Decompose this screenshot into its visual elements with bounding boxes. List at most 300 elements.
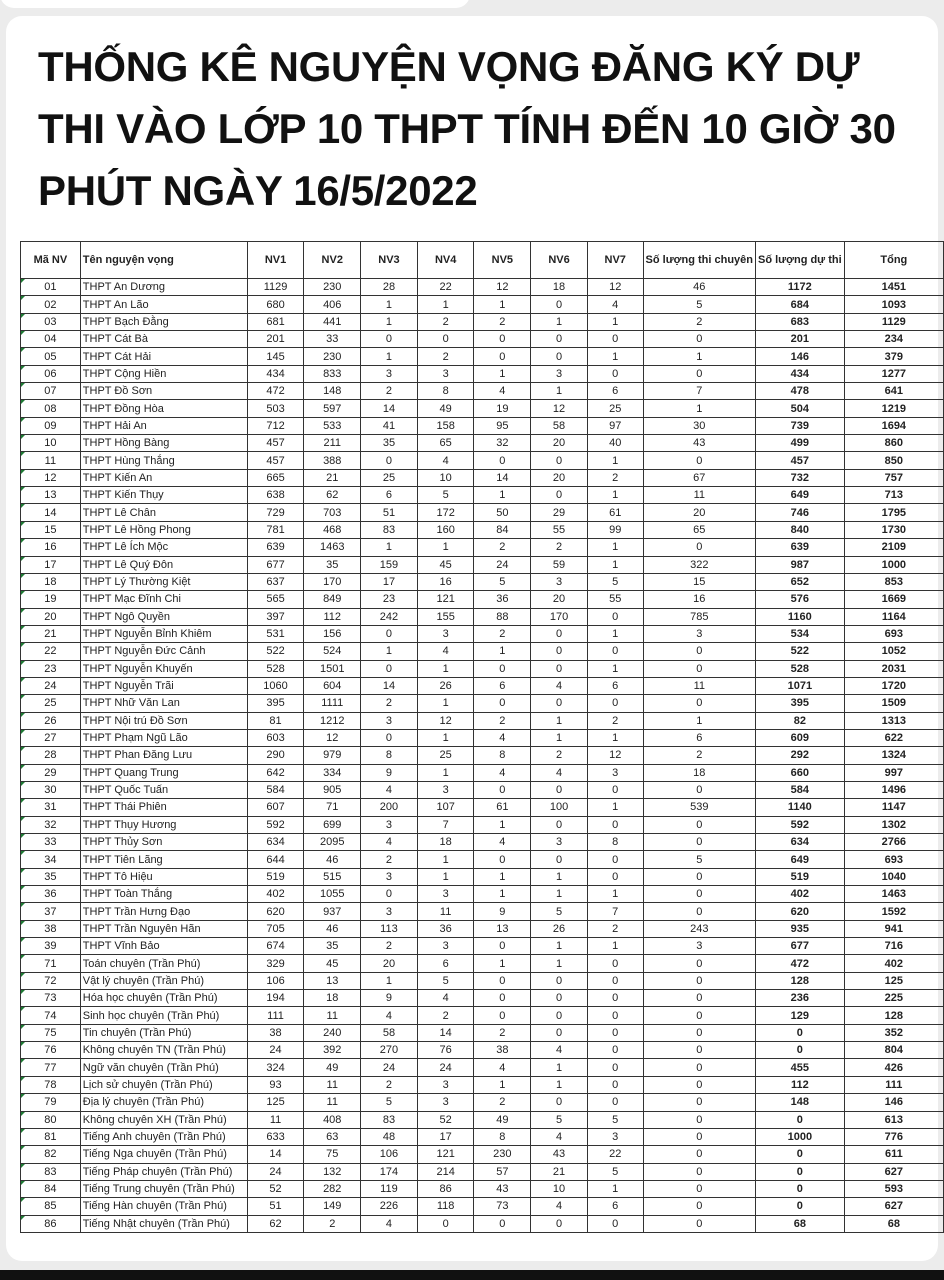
- name-cell: THPT Hồng Bàng: [80, 435, 247, 452]
- value-cell: 1: [474, 886, 531, 903]
- value-cell: 627: [844, 1198, 943, 1215]
- value-cell: 243: [643, 920, 755, 937]
- value-cell: 1160: [756, 608, 845, 625]
- value-cell: 8: [474, 747, 531, 764]
- value-cell: 1795: [844, 504, 943, 521]
- name-cell: Tin chuyên (Trần Phú): [80, 1024, 247, 1041]
- value-cell: 457: [247, 435, 304, 452]
- name-cell: THPT Lý Thường Kiệt: [80, 573, 247, 590]
- table-row: [21, 417, 944, 434]
- value-cell: 1212: [304, 712, 361, 729]
- value-cell: 680: [247, 296, 304, 313]
- value-cell: 0: [643, 1111, 755, 1128]
- table-row: [21, 348, 944, 365]
- code-cell: 27: [21, 729, 81, 746]
- value-cell: 1: [643, 348, 755, 365]
- value-cell: 0: [643, 781, 755, 798]
- value-cell: 7: [587, 903, 643, 920]
- table-row: [21, 383, 944, 400]
- registration-stats-table: [20, 241, 944, 1233]
- value-cell: 14: [247, 1146, 304, 1163]
- value-cell: 230: [304, 279, 361, 296]
- value-cell: 634: [247, 834, 304, 851]
- name-cell: Vật lý chuyên (Trần Phú): [80, 972, 247, 989]
- value-cell: 290: [247, 747, 304, 764]
- value-cell: 0: [531, 1007, 588, 1024]
- value-cell: 5: [417, 972, 474, 989]
- table-row: [21, 1180, 944, 1197]
- name-cell: THPT Thái Phiên: [80, 799, 247, 816]
- value-cell: 0: [531, 695, 588, 712]
- value-cell: 1: [587, 1180, 643, 1197]
- value-cell: 0: [474, 452, 531, 469]
- value-cell: 4: [417, 990, 474, 1007]
- value-cell: 334: [304, 764, 361, 781]
- code-cell: 32: [21, 816, 81, 833]
- value-cell: 170: [531, 608, 588, 625]
- value-cell: 1: [587, 539, 643, 556]
- value-cell: 18: [304, 990, 361, 1007]
- value-cell: 0: [643, 365, 755, 382]
- value-cell: 35: [361, 435, 418, 452]
- code-cell: 05: [21, 348, 81, 365]
- table-row: [21, 625, 944, 642]
- value-cell: 2: [587, 469, 643, 486]
- value-cell: 0: [643, 660, 755, 677]
- value-cell: 14: [417, 1024, 474, 1041]
- name-cell: Địa lý chuyên (Trần Phú): [80, 1094, 247, 1111]
- value-cell: 1: [531, 1059, 588, 1076]
- value-cell: 0: [587, 643, 643, 660]
- name-cell: THPT Nguyễn Khuyến: [80, 660, 247, 677]
- value-cell: 2: [531, 539, 588, 556]
- table-row: [21, 452, 944, 469]
- value-cell: 121: [417, 1146, 474, 1163]
- value-cell: 23: [361, 591, 418, 608]
- value-cell: 0: [643, 868, 755, 885]
- value-cell: 1: [474, 816, 531, 833]
- value-cell: 0: [587, 1215, 643, 1232]
- value-cell: 455: [756, 1059, 845, 1076]
- value-cell: 125: [844, 972, 943, 989]
- code-cell: 86: [21, 1215, 81, 1232]
- value-cell: 1: [643, 400, 755, 417]
- value-cell: 65: [643, 521, 755, 538]
- value-cell: 1: [587, 660, 643, 677]
- name-cell: Sinh học chuyên (Trần Phú): [80, 1007, 247, 1024]
- value-cell: 8: [587, 834, 643, 851]
- value-cell: 32: [474, 435, 531, 452]
- name-cell: THPT Kiến An: [80, 469, 247, 486]
- table-row: [21, 1128, 944, 1145]
- value-cell: 86: [417, 1180, 474, 1197]
- value-cell: 55: [587, 591, 643, 608]
- value-cell: 100: [531, 799, 588, 816]
- value-cell: 1172: [756, 279, 845, 296]
- value-cell: 11: [304, 1076, 361, 1093]
- value-cell: 12: [587, 279, 643, 296]
- value-cell: 0: [531, 625, 588, 642]
- value-cell: 0: [587, 695, 643, 712]
- table-row: [21, 504, 944, 521]
- value-cell: 0: [643, 972, 755, 989]
- name-cell: THPT Toàn Thắng: [80, 886, 247, 903]
- value-cell: 8: [474, 1128, 531, 1145]
- value-cell: 1: [643, 712, 755, 729]
- value-cell: 1: [361, 643, 418, 660]
- value-cell: 36: [474, 591, 531, 608]
- value-cell: 112: [756, 1076, 845, 1093]
- table-row: [21, 886, 944, 903]
- value-cell: 0: [643, 816, 755, 833]
- value-cell: 0: [531, 487, 588, 504]
- value-cell: 584: [247, 781, 304, 798]
- value-cell: 0: [643, 1128, 755, 1145]
- value-cell: 11: [643, 677, 755, 694]
- value-cell: 504: [756, 400, 845, 417]
- value-cell: 0: [643, 1094, 755, 1111]
- value-cell: 16: [643, 591, 755, 608]
- value-cell: 597: [304, 400, 361, 417]
- value-cell: 1: [361, 313, 418, 330]
- value-cell: 214: [417, 1163, 474, 1180]
- value-cell: 712: [247, 417, 304, 434]
- table-row: [21, 521, 944, 538]
- table-row: [21, 816, 944, 833]
- value-cell: 125: [247, 1094, 304, 1111]
- value-cell: 1: [474, 868, 531, 885]
- table-row: [21, 1111, 944, 1128]
- value-cell: 324: [247, 1059, 304, 1076]
- value-cell: 392: [304, 1042, 361, 1059]
- value-cell: 61: [474, 799, 531, 816]
- value-cell: 5: [643, 851, 755, 868]
- name-cell: THPT Quốc Tuấn: [80, 781, 247, 798]
- code-cell: 04: [21, 331, 81, 348]
- value-cell: 0: [643, 1146, 755, 1163]
- value-cell: 0: [756, 1163, 845, 1180]
- table-row: [21, 695, 944, 712]
- value-cell: 30: [643, 417, 755, 434]
- code-cell: 30: [21, 781, 81, 798]
- value-cell: 1: [474, 1076, 531, 1093]
- value-cell: 0: [587, 990, 643, 1007]
- value-cell: 850: [844, 452, 943, 469]
- table-row: [21, 1024, 944, 1041]
- value-cell: 3: [417, 781, 474, 798]
- table-row: [21, 799, 944, 816]
- code-cell: 71: [21, 955, 81, 972]
- code-cell: 80: [21, 1111, 81, 1128]
- value-cell: 1: [531, 712, 588, 729]
- value-cell: 0: [417, 1215, 474, 1232]
- name-cell: THPT Nội trú Đồ Sơn: [80, 712, 247, 729]
- value-cell: 25: [417, 747, 474, 764]
- value-cell: 7: [417, 816, 474, 833]
- value-cell: 1: [474, 643, 531, 660]
- value-cell: 660: [756, 764, 845, 781]
- code-cell: 19: [21, 591, 81, 608]
- page-title: THỐNG KÊ NGUYỆN VỌNG ĐĂNG KÝ DỰ THI VÀO LỚP 10 THPT TÍNH ĐẾN 10 GIỜ 30 PHÚT NGÀY 16/5/2022: [38, 43, 896, 214]
- name-cell: THPT Kiến Thụy: [80, 487, 247, 504]
- value-cell: 528: [756, 660, 845, 677]
- value-cell: 35: [304, 938, 361, 955]
- value-cell: 58: [361, 1024, 418, 1041]
- name-cell: Tiếng Nga chuyên (Trần Phú): [80, 1146, 247, 1163]
- value-cell: 0: [643, 1198, 755, 1215]
- value-cell: 0: [361, 452, 418, 469]
- value-cell: 0: [643, 1007, 755, 1024]
- value-cell: 4: [361, 781, 418, 798]
- value-cell: 12: [304, 729, 361, 746]
- value-cell: 4: [531, 1198, 588, 1215]
- value-cell: 113: [361, 920, 418, 937]
- value-cell: 849: [304, 591, 361, 608]
- value-cell: 0: [587, 868, 643, 885]
- value-cell: 1463: [304, 539, 361, 556]
- code-cell: 12: [21, 469, 81, 486]
- value-cell: 25: [361, 469, 418, 486]
- value-cell: 683: [756, 313, 845, 330]
- name-cell: THPT Thủy Sơn: [80, 834, 247, 851]
- name-cell: Hóa học chuyên (Trần Phú): [80, 990, 247, 1007]
- value-cell: 17: [361, 573, 418, 590]
- table-row: [21, 435, 944, 452]
- value-cell: 12: [531, 400, 588, 417]
- value-cell: 2: [361, 383, 418, 400]
- name-cell: Tiếng Trung chuyên (Trần Phú): [80, 1180, 247, 1197]
- value-cell: 684: [756, 296, 845, 313]
- value-cell: 51: [361, 504, 418, 521]
- value-cell: 1: [587, 348, 643, 365]
- table-row: [21, 556, 944, 573]
- code-cell: 73: [21, 990, 81, 1007]
- value-cell: 1060: [247, 677, 304, 694]
- value-cell: 457: [756, 452, 845, 469]
- code-cell: 17: [21, 556, 81, 573]
- value-cell: 533: [304, 417, 361, 434]
- value-cell: 0: [531, 331, 588, 348]
- name-cell: Không chuyên XH (Trần Phú): [80, 1111, 247, 1128]
- value-cell: 146: [844, 1094, 943, 1111]
- code-cell: 23: [21, 660, 81, 677]
- value-cell: 1: [417, 296, 474, 313]
- value-cell: 2: [361, 695, 418, 712]
- value-cell: 620: [756, 903, 845, 920]
- value-cell: 0: [531, 816, 588, 833]
- value-cell: 230: [474, 1146, 531, 1163]
- value-cell: 1055: [304, 886, 361, 903]
- table-row: [21, 903, 944, 920]
- value-cell: 35: [304, 556, 361, 573]
- value-cell: 3: [643, 938, 755, 955]
- value-cell: 1052: [844, 643, 943, 660]
- value-cell: 2109: [844, 539, 943, 556]
- value-cell: 59: [531, 556, 588, 573]
- value-cell: 746: [756, 504, 845, 521]
- value-cell: 5: [361, 1094, 418, 1111]
- value-cell: 1: [587, 556, 643, 573]
- value-cell: 156: [304, 625, 361, 642]
- value-cell: 20: [531, 591, 588, 608]
- value-cell: 0: [531, 990, 588, 1007]
- value-cell: 592: [247, 816, 304, 833]
- value-cell: 73: [474, 1198, 531, 1215]
- value-cell: 408: [304, 1111, 361, 1128]
- value-cell: 1324: [844, 747, 943, 764]
- value-cell: 2: [417, 348, 474, 365]
- value-cell: 14: [361, 677, 418, 694]
- value-cell: 1: [531, 868, 588, 885]
- value-cell: 25: [587, 400, 643, 417]
- value-cell: 1: [417, 729, 474, 746]
- value-cell: 6: [587, 1198, 643, 1215]
- value-cell: 292: [756, 747, 845, 764]
- value-cell: 0: [643, 1076, 755, 1093]
- value-cell: 11: [247, 1111, 304, 1128]
- value-cell: 2: [643, 313, 755, 330]
- value-cell: 3: [417, 1076, 474, 1093]
- table-row: [21, 400, 944, 417]
- name-cell: THPT Nguyễn Đức Cảnh: [80, 643, 247, 660]
- value-cell: 17: [417, 1128, 474, 1145]
- value-cell: 1669: [844, 591, 943, 608]
- value-cell: 833: [304, 365, 361, 382]
- value-cell: 19: [474, 400, 531, 417]
- value-cell: 3: [587, 1128, 643, 1145]
- name-cell: THPT Phan Đăng Lưu: [80, 747, 247, 764]
- value-cell: 6: [417, 955, 474, 972]
- value-cell: 3: [361, 868, 418, 885]
- table-row: [21, 955, 944, 972]
- value-cell: 71: [304, 799, 361, 816]
- value-cell: 1093: [844, 296, 943, 313]
- value-cell: 0: [756, 1146, 845, 1163]
- value-cell: 6: [587, 677, 643, 694]
- value-cell: 5: [587, 1111, 643, 1128]
- value-cell: 2: [361, 1076, 418, 1093]
- value-cell: 627: [844, 1163, 943, 1180]
- value-cell: 55: [531, 521, 588, 538]
- table-row: [21, 331, 944, 348]
- value-cell: 0: [474, 331, 531, 348]
- value-cell: 3: [417, 938, 474, 955]
- name-cell: THPT Tiên Lãng: [80, 851, 247, 868]
- value-cell: 935: [756, 920, 845, 937]
- value-cell: 515: [304, 868, 361, 885]
- value-cell: 0: [474, 1215, 531, 1232]
- value-cell: 1496: [844, 781, 943, 798]
- column-header: NV5: [474, 242, 531, 279]
- column-header: Tổng: [844, 242, 943, 279]
- value-cell: 4: [361, 1215, 418, 1232]
- table-row: [21, 1007, 944, 1024]
- value-cell: 1451: [844, 279, 943, 296]
- value-cell: 739: [756, 417, 845, 434]
- value-cell: 1040: [844, 868, 943, 885]
- code-cell: 25: [21, 695, 81, 712]
- value-cell: 3: [417, 1094, 474, 1111]
- table-row: [21, 313, 944, 330]
- value-cell: 997: [844, 764, 943, 781]
- table-row: [21, 365, 944, 382]
- value-cell: 22: [417, 279, 474, 296]
- column-header: Mã NV: [21, 242, 81, 279]
- value-cell: 402: [756, 886, 845, 903]
- value-cell: 729: [247, 504, 304, 521]
- value-cell: 4: [531, 1128, 588, 1145]
- table-row: [21, 764, 944, 781]
- value-cell: 128: [756, 972, 845, 989]
- name-cell: THPT Trần Nguyên Hãn: [80, 920, 247, 937]
- value-cell: 649: [756, 487, 845, 504]
- code-cell: 22: [21, 643, 81, 660]
- value-cell: 1: [361, 539, 418, 556]
- name-cell: THPT Nhữ Văn Lan: [80, 695, 247, 712]
- value-cell: 593: [844, 1180, 943, 1197]
- value-cell: 576: [756, 591, 845, 608]
- code-cell: 21: [21, 625, 81, 642]
- value-cell: 13: [304, 972, 361, 989]
- value-cell: 16: [417, 573, 474, 590]
- code-cell: 39: [21, 938, 81, 955]
- value-cell: 24: [474, 556, 531, 573]
- value-cell: 63: [304, 1128, 361, 1145]
- table-row: [21, 851, 944, 868]
- code-cell: 84: [21, 1180, 81, 1197]
- value-cell: 51: [247, 1198, 304, 1215]
- value-cell: 2: [587, 712, 643, 729]
- value-cell: 388: [304, 452, 361, 469]
- value-cell: 0: [643, 331, 755, 348]
- code-cell: 82: [21, 1146, 81, 1163]
- value-cell: 534: [756, 625, 845, 642]
- value-cell: 0: [361, 886, 418, 903]
- value-cell: 0: [531, 1215, 588, 1232]
- value-cell: 352: [844, 1024, 943, 1041]
- value-cell: 45: [304, 955, 361, 972]
- code-cell: 08: [21, 400, 81, 417]
- value-cell: 1: [361, 296, 418, 313]
- value-cell: 620: [247, 903, 304, 920]
- value-cell: 93: [247, 1076, 304, 1093]
- code-cell: 09: [21, 417, 81, 434]
- value-cell: 1129: [247, 279, 304, 296]
- value-cell: 20: [531, 435, 588, 452]
- value-cell: 1: [587, 487, 643, 504]
- value-cell: 665: [247, 469, 304, 486]
- value-cell: 106: [361, 1146, 418, 1163]
- value-cell: 158: [417, 417, 474, 434]
- value-cell: 1: [587, 729, 643, 746]
- value-cell: 0: [587, 1094, 643, 1111]
- code-cell: 78: [21, 1076, 81, 1093]
- value-cell: 3: [531, 573, 588, 590]
- name-cell: THPT Đồng Hòa: [80, 400, 247, 417]
- value-cell: 468: [304, 521, 361, 538]
- value-cell: 804: [844, 1042, 943, 1059]
- value-cell: 172: [417, 504, 474, 521]
- value-cell: 10: [531, 1180, 588, 1197]
- name-cell: Tiếng Pháp chuyên (Trần Phú): [80, 1163, 247, 1180]
- value-cell: 1592: [844, 903, 943, 920]
- value-cell: 2: [643, 747, 755, 764]
- value-cell: 12: [474, 279, 531, 296]
- value-cell: 1509: [844, 695, 943, 712]
- value-cell: 0: [643, 1180, 755, 1197]
- value-cell: 21: [304, 469, 361, 486]
- value-cell: 201: [247, 331, 304, 348]
